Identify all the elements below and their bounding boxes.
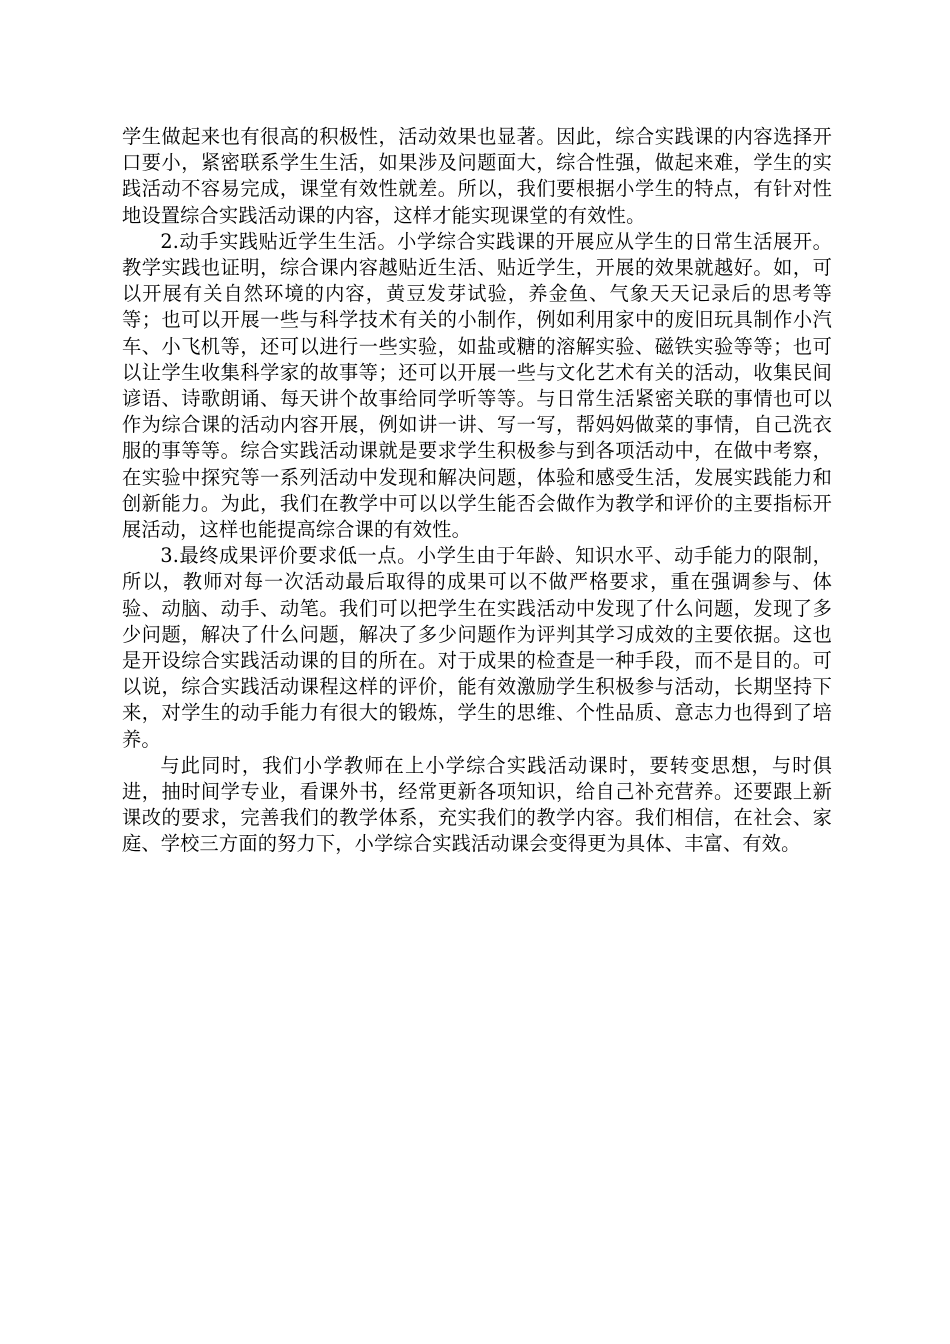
paragraph-point-3: 3.最终成果评价要求低一点。小学生由于年龄、知识水平、动手能力的限制，所以，教师对每一次活动最后取得的成果可以不做严格要求，重在强调参与、体验、动脑、动手、动笔。我们可以把学生在实践活动中发现了什么问题，发现了多少问题，解决了什么问题，解决了多少问题作为评判其学习成效的主要依据。这也是开设综合实践活动课的目的所在。对于成果的检查是一种手段，而不是目的。可以说，综合实践活动课程这样的评价，能有效激励学生积极参与活动，长期坚持下来，对学生的动手能力有很大的锻炼，学生的思维、个性品质、意志力也得到了培养。 xyxy=(122,544,832,751)
paragraph-continuation: 学生做起来也有很高的积极性，活动效果也显著。因此，综合实践课的内容选择开口要小，紧密联系学生生活，如果涉及问题面大，综合性强，做起来难，学生的实践活动不容易完成，课堂有效性就差。所以，我们要根据小学生的特点，有针对性地设置综合实践活动课的内容，这样才能实现课堂的有效性。 xyxy=(122,125,832,227)
paragraph-point-2: 2.动手实践贴近学生生活。小学综合实践课的开展应从学生的日常生活展开。教学实践也证明，综合课内容越贴近生活、贴近学生，开展的效果就越好。如，可以开展有关自然环境的内容，黄豆发芽试验，养金鱼、气象天天记录后的思考等等；也可以开展一些与科学技术有关的小制作，例如利用家中的废旧玩具制作小汽车、小飞机等，还可以进行一些实验，如盐或糖的溶解实验、磁铁实验等等；也可以让学生收集科学家的故事等；还可以开展一些与文化艺术有关的活动，收集民间谚语、诗歌朗诵、每天讲个故事给同学听等等。与日常生活紧密关联的事情也可以作为综合课的活动内容开展，例如讲一讲、写一写，帮妈妈做菜的事情，自己洗衣服的事等等。综合实践活动课就是要求学生积极参与到各项活动中，在做中考察，在实验中探究等一系列活动中发现和解决问题，体验和感受生活，发展实践能力和创新能力。为此，我们在教学中可以以学生能否会做作为教学和评价的主要指标开展活动，这样也能提高综合课的有效性。 xyxy=(122,229,832,542)
paragraph-conclusion: 与此同时，我们小学教师在上小学综合实践活动课时，要转变思想，与时俱进，抽时间学专业，看课外书，经常更新各项知识，给自己补充营养。还要跟上新课改的要求，完善我们的教学体系，充实我们的教学内容。我们相信，在社会、家庭、学校三方面的努力下，小学综合实践活动课会变得更为具体、丰富、有效。 xyxy=(122,753,832,856)
document-body xyxy=(122,124,832,858)
